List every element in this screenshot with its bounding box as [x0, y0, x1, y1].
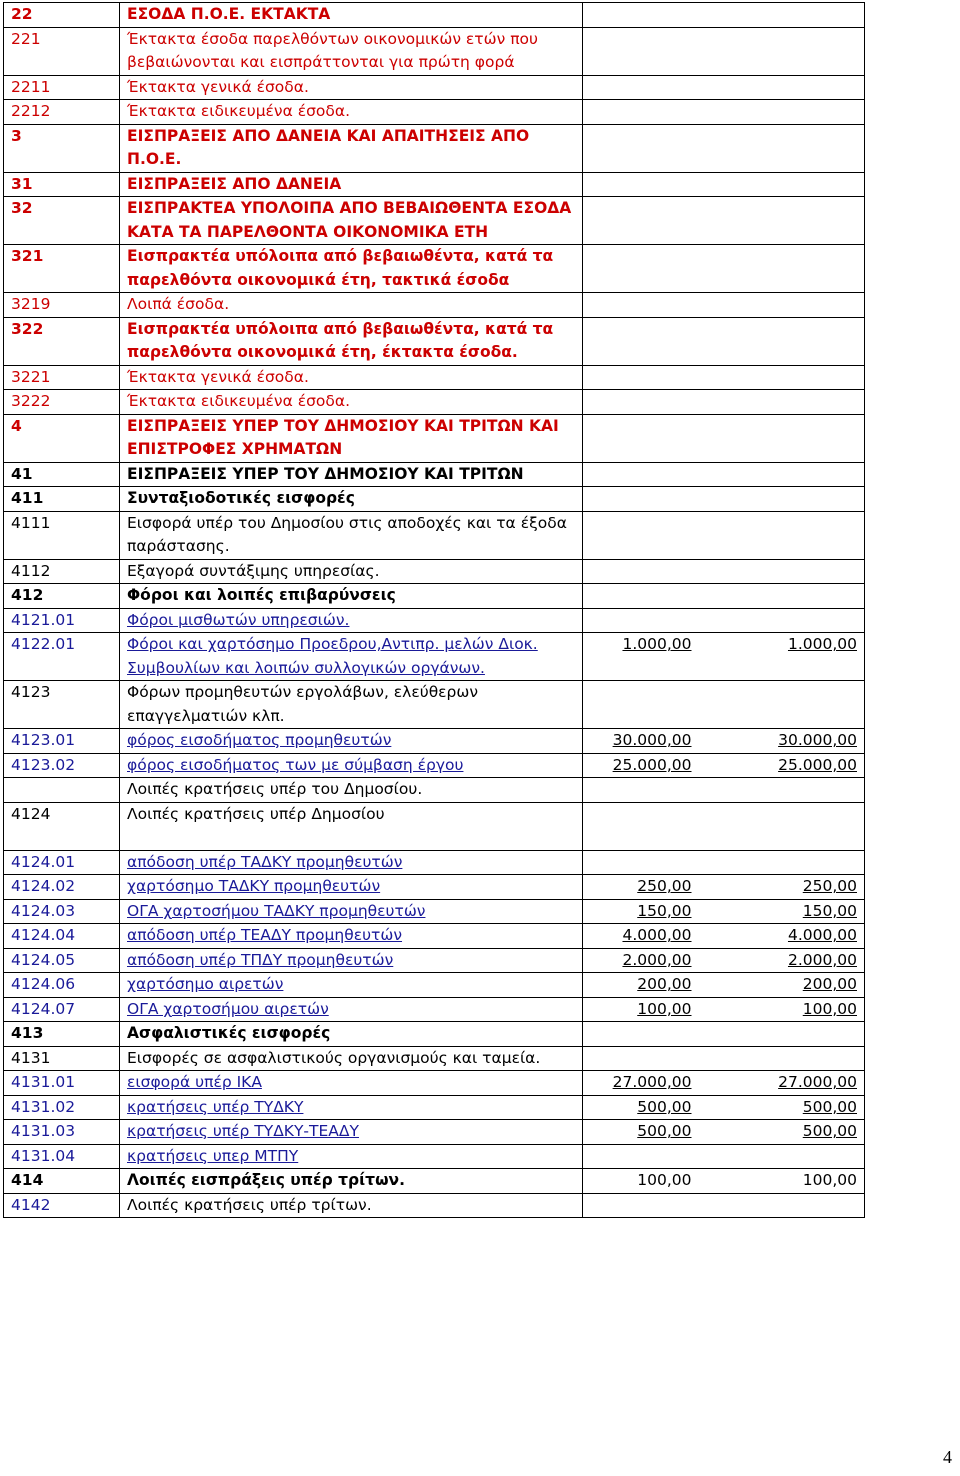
amount-b — [699, 875, 865, 900]
table-row — [4, 681, 865, 729]
table-row — [4, 1046, 865, 1071]
account-description-text: Έκτακτα ειδικευμένα έσοδα. — [127, 102, 351, 120]
account-description-text: Έκτακτα ειδικευμένα έσοδα. — [127, 392, 351, 410]
account-description-text: ΕΙΣΠΡΑΞΕΙΣ ΥΠΕΡ ΤΟΥ ΔΗΜΟΣΙΟΥ ΚΑΙ ΤΡΙΤΩΝ — [127, 464, 524, 483]
amount-b — [699, 1095, 865, 1120]
amount-a-value: 27.000,00 — [612, 1073, 692, 1091]
account-code: 4123.02 — [4, 753, 120, 778]
account-code: 4112 — [4, 559, 120, 584]
account-description-text: ΕΙΣΠΡΑΞΕΙΣ ΥΠΕΡ ΤΟΥ ΔΗΜΟΣΙΟΥ ΚΑΙ ΤΡΙΤΩΝ ΚΑΙ ΕΠΙΣΤΡΟΦΕΣ ΧΡΗΜΑΤΩΝ — [127, 416, 559, 458]
amount-b — [699, 850, 865, 875]
account-description-text: Λοιπές κρατήσεις υπέρ Δημοσίου — [127, 804, 385, 823]
amount-a — [583, 924, 699, 949]
account-code: 41 — [4, 462, 120, 487]
table-row — [4, 729, 865, 754]
account-description — [120, 245, 583, 293]
account-code: 412 — [4, 584, 120, 609]
amount-b-value: 200,00 — [802, 975, 857, 993]
account-description-text: Έκτακτα γενικά έσοδα. — [127, 367, 309, 386]
amount-a-value: 4.000,00 — [622, 926, 692, 944]
amount-a — [583, 850, 699, 875]
table-row — [4, 997, 865, 1022]
amount-a — [583, 3, 699, 28]
amount-a — [583, 390, 699, 415]
account-description-text: Φόροι και λοιπές επιβαρύνσεις — [127, 586, 396, 604]
account-code: 4123 — [4, 681, 120, 729]
account-description-text: απόδοση υπέρ ΤΑΔΚΥ προμηθευτών — [127, 852, 403, 871]
amount-a — [583, 584, 699, 609]
account-code: 413 — [4, 1022, 120, 1047]
account-description — [120, 414, 583, 462]
account-description — [120, 559, 583, 584]
amount-a-value: 25.000,00 — [612, 755, 692, 774]
account-description — [120, 197, 583, 245]
amount-b — [699, 293, 865, 318]
amount-b — [699, 1120, 865, 1145]
account-code: 4111 — [4, 511, 120, 559]
account-description-text: Φόροι και χαρτόσημο Προεδρου,Αντιπρ. μελών Διοκ. Συμβουλίων και λοιπών συλλογικών οργάνων. — [127, 635, 538, 677]
amount-a-value: 500,00 — [637, 1097, 692, 1116]
account-code: 4122.01 — [4, 633, 120, 681]
account-code: 3219 — [4, 293, 120, 318]
account-description-text: Φόρων προμηθευτών εργολάβων, ελεύθερων επαγγελματιών κλπ. — [127, 683, 479, 725]
account-code: 4124.02 — [4, 875, 120, 900]
amount-b — [699, 924, 865, 949]
account-code: 31 — [4, 172, 120, 197]
amount-a — [583, 365, 699, 390]
table-row — [4, 124, 865, 172]
account-code: 4124.01 — [4, 850, 120, 875]
account-description — [120, 1071, 583, 1096]
account-description — [120, 681, 583, 729]
amount-b — [699, 462, 865, 487]
account-description-text: Έκτακτα έσοδα παρελθόντων οικονομικών ετών που βεβαιώνονται και εισπράττονται για πρώτη φορά — [127, 29, 538, 71]
table-row — [4, 27, 865, 75]
amount-a — [583, 487, 699, 512]
amount-a — [583, 1169, 699, 1194]
account-description-text: κρατήσεις υπερ ΜΤΠΥ — [127, 1146, 299, 1165]
table-row — [4, 948, 865, 973]
account-description-text: Ασφαλιστικές εισφορές — [127, 1024, 331, 1042]
table-row — [4, 197, 865, 245]
account-description — [120, 729, 583, 754]
amount-a — [583, 1144, 699, 1169]
amount-b-value: 150,00 — [802, 901, 857, 920]
amount-b-value: 500,00 — [802, 1122, 857, 1140]
amount-a — [583, 75, 699, 100]
account-code: 4124.06 — [4, 973, 120, 998]
account-description — [120, 899, 583, 924]
account-description-text: Λοιπές κρατήσεις υπέρ του Δημοσίου. — [127, 780, 423, 798]
amount-b — [699, 633, 865, 681]
account-code: 3221 — [4, 365, 120, 390]
amount-b — [699, 973, 865, 998]
amount-b-value: 250,00 — [802, 877, 857, 895]
amount-b-value: 2.000,00 — [787, 950, 857, 969]
account-description — [120, 1046, 583, 1071]
account-code: 2211 — [4, 75, 120, 100]
account-code: 4121.01 — [4, 608, 120, 633]
amount-a-value: 250,00 — [637, 877, 692, 895]
amount-b — [699, 778, 865, 803]
account-description-text: Εισπρακτέα υπόλοιπα από βεβαιωθέντα, κατά τα παρελθόντα οικονομικά έτη, έκτακτα έσοδα. — [127, 319, 554, 361]
account-description-text: ΟΓΑ χαρτοσήμου ΤΑΔΚΥ προμηθευτών — [127, 901, 426, 920]
amount-a — [583, 633, 699, 681]
account-code: 3 — [4, 124, 120, 172]
account-code: 321 — [4, 245, 120, 293]
account-description-text: απόδοση υπέρ ΤΕΑΔΥ προμηθευτών — [127, 926, 403, 944]
account-description — [120, 802, 583, 850]
account-description-text: χαρτόσημο ΤΑΔΚΥ προμηθευτών — [127, 877, 381, 895]
account-description-text: φόρος εισοδήματος προμηθευτών — [127, 731, 392, 749]
amount-b — [699, 390, 865, 415]
amount-b — [699, 729, 865, 754]
amount-a — [583, 559, 699, 584]
account-description — [120, 948, 583, 973]
amount-a — [583, 172, 699, 197]
account-description — [120, 1022, 583, 1047]
table-row — [4, 924, 865, 949]
table-row — [4, 487, 865, 512]
account-code: 4124.04 — [4, 924, 120, 949]
amount-a-value: 150,00 — [637, 901, 692, 920]
account-description — [120, 124, 583, 172]
table-row — [4, 875, 865, 900]
account-description — [120, 997, 583, 1022]
amount-a-value: 2.000,00 — [622, 950, 692, 969]
amount-b — [699, 1046, 865, 1071]
amount-a — [583, 511, 699, 559]
table-row — [4, 1071, 865, 1096]
account-code: 4 — [4, 414, 120, 462]
table-row — [4, 973, 865, 998]
account-code: 4131 — [4, 1046, 120, 1071]
amount-a — [583, 1071, 699, 1096]
amount-a — [583, 293, 699, 318]
table-row — [4, 802, 865, 850]
table-row — [4, 245, 865, 293]
amount-b — [699, 487, 865, 512]
amount-a — [583, 245, 699, 293]
amount-b — [699, 124, 865, 172]
account-description-text: ΕΙΣΠΡΑΞΕΙΣ ΑΠΟ ΔΑΝΕΙΑ — [127, 174, 342, 193]
amount-b — [699, 899, 865, 924]
table-row — [4, 3, 865, 28]
account-description — [120, 633, 583, 681]
account-code: 4131.04 — [4, 1144, 120, 1169]
amount-b-value: 30.000,00 — [778, 731, 857, 749]
account-description-text: Εξαγορά συντάξιμης υπηρεσίας. — [127, 561, 380, 580]
account-code: 411 — [4, 487, 120, 512]
table-row — [4, 100, 865, 125]
amount-a — [583, 997, 699, 1022]
account-description-text: Λοιπές κρατήσεις υπέρ τρίτων. — [127, 1195, 372, 1214]
account-code: 22 — [4, 3, 120, 28]
amount-a — [583, 1022, 699, 1047]
account-description — [120, 293, 583, 318]
amount-a-value: 100,00 — [637, 1171, 692, 1189]
account-description — [120, 365, 583, 390]
amount-b-value: 27.000,00 — [778, 1073, 857, 1091]
amount-b — [699, 1071, 865, 1096]
amount-a — [583, 27, 699, 75]
table-row — [4, 317, 865, 365]
account-code: 221 — [4, 27, 120, 75]
account-description — [120, 75, 583, 100]
amount-b — [699, 365, 865, 390]
table-row — [4, 1169, 865, 1194]
budget-table — [3, 2, 865, 1218]
account-code: 4124.07 — [4, 997, 120, 1022]
amount-a — [583, 1046, 699, 1071]
amount-b-value: 100,00 — [802, 1171, 857, 1189]
amount-b — [699, 197, 865, 245]
account-description — [120, 1144, 583, 1169]
account-code: 32 — [4, 197, 120, 245]
amount-a-value: 1.000,00 — [622, 635, 692, 653]
table-row — [4, 365, 865, 390]
account-code: 2212 — [4, 100, 120, 125]
account-description-text: Φόροι μισθωτών υπηρεσιών. — [127, 610, 350, 629]
amount-a — [583, 753, 699, 778]
table-row — [4, 293, 865, 318]
account-description — [120, 875, 583, 900]
table-row — [4, 511, 865, 559]
account-description — [120, 172, 583, 197]
amount-b — [699, 414, 865, 462]
amount-a — [583, 729, 699, 754]
amount-b — [699, 3, 865, 28]
account-description-text: Συνταξιοδοτικές εισφορές — [127, 489, 355, 507]
account-description-text: ΕΙΣΠΡΑΞΕΙΣ ΑΠΟ ΔΑΝΕΙΑ ΚΑΙ ΑΠΑΙΤΗΣΕΙΣ ΑΠΟ Π.Ο.Ε. — [127, 126, 530, 168]
account-description — [120, 973, 583, 998]
amount-b-value: 500,00 — [802, 1097, 857, 1116]
table-row — [4, 414, 865, 462]
amount-a — [583, 414, 699, 462]
account-description — [120, 27, 583, 75]
account-description-text: απόδοση υπέρ ΤΠΔΥ προμηθευτών — [127, 950, 394, 969]
account-description — [120, 753, 583, 778]
amount-a — [583, 899, 699, 924]
account-code — [4, 778, 120, 803]
account-description-text: ΕΣΟΔΑ Π.Ο.Ε. ΕΚΤΑΚΤΑ — [127, 5, 331, 23]
account-description-text: χαρτόσημο αιρετών — [127, 975, 284, 993]
amount-b — [699, 948, 865, 973]
amount-a-value: 30.000,00 — [612, 731, 692, 749]
amount-b — [699, 75, 865, 100]
amount-b-value: 25.000,00 — [778, 755, 857, 774]
account-code: 4142 — [4, 1193, 120, 1218]
amount-b — [699, 1022, 865, 1047]
account-description-text: φόρος εισοδήματος των με σύμβαση έργου — [127, 755, 464, 774]
account-description-text: ΕΙΣΠΡΑΚΤΕΑ ΥΠΟΛΟΙΠΑ ΑΠΟ ΒΕΒΑΙΩΘΕΝΤΑ ΕΣΟΔΑ ΚΑΤΑ ΤΑ ΠΑΡΕΛΘΟΝΤΑ ΟΙΚΟΝΟΜΙΚΑ ΕΤΗ — [127, 199, 572, 241]
amount-a — [583, 681, 699, 729]
amount-a-value: 500,00 — [637, 1122, 692, 1140]
amount-b — [699, 584, 865, 609]
account-description — [120, 1193, 583, 1218]
account-description-text: κρατήσεις υπέρ ΤΥΔΚΥ — [127, 1097, 304, 1116]
table-row — [4, 559, 865, 584]
account-description — [120, 778, 583, 803]
account-description-text: Λοιπές εισπράξεις υπέρ τρίτων. — [127, 1171, 405, 1189]
table-row — [4, 850, 865, 875]
amount-a — [583, 1120, 699, 1145]
amount-a — [583, 948, 699, 973]
account-description — [120, 317, 583, 365]
account-code: 414 — [4, 1169, 120, 1194]
account-description — [120, 924, 583, 949]
account-description-text: Εισπρακτέα υπόλοιπα από βεβαιωθέντα, κατά τα παρελθόντα οικονομικά έτη, τακτικά έσοδα — [127, 247, 554, 289]
account-description — [120, 1169, 583, 1194]
account-description-text: Λοιπά έσοδα. — [127, 295, 230, 313]
account-code: 4131.01 — [4, 1071, 120, 1096]
account-code: 4131.03 — [4, 1120, 120, 1145]
table-row — [4, 1144, 865, 1169]
account-code: 4124.03 — [4, 899, 120, 924]
account-description — [120, 487, 583, 512]
account-description-text: Εισφορά υπέρ του Δημοσίου στις αποδοχές και τα έξοδα παράστασης. — [127, 513, 567, 555]
amount-b — [699, 802, 865, 850]
account-description-text: Έκτακτα γενικά έσοδα. — [127, 77, 309, 96]
amount-a — [583, 802, 699, 850]
amount-b — [699, 27, 865, 75]
table-row — [4, 778, 865, 803]
amount-a — [583, 608, 699, 633]
account-description-text: Εισφορές σε ασφαλιστικούς οργανισμούς και ταμεία. — [127, 1048, 541, 1067]
account-description-text: ΟΓΑ χαρτοσήμου αιρετών — [127, 999, 329, 1018]
amount-b — [699, 753, 865, 778]
amount-a — [583, 462, 699, 487]
amount-a — [583, 317, 699, 365]
table-row — [4, 172, 865, 197]
account-code: 322 — [4, 317, 120, 365]
budget-rows — [4, 3, 865, 1218]
account-description — [120, 1120, 583, 1145]
page-number: 4 — [943, 1447, 952, 1467]
amount-b — [699, 608, 865, 633]
amount-a — [583, 778, 699, 803]
table-row — [4, 899, 865, 924]
account-code: 4124 — [4, 802, 120, 850]
amount-b — [699, 1193, 865, 1218]
account-code: 3222 — [4, 390, 120, 415]
account-description — [120, 1095, 583, 1120]
account-description — [120, 3, 583, 28]
account-description — [120, 390, 583, 415]
amount-a-value: 100,00 — [637, 999, 692, 1018]
table-row — [4, 390, 865, 415]
account-description-text: εισφορά υπέρ ΙΚΑ — [127, 1073, 262, 1091]
table-row — [4, 584, 865, 609]
amount-a — [583, 1095, 699, 1120]
amount-b-value: 4.000,00 — [787, 926, 857, 944]
table-row — [4, 753, 865, 778]
table-row — [4, 1120, 865, 1145]
account-code: 4124.05 — [4, 948, 120, 973]
account-description-text: κρατήσεις υπέρ ΤΥΔΚΥ-ΤΕΑΔΥ — [127, 1122, 359, 1140]
amount-b — [699, 1144, 865, 1169]
amount-a — [583, 197, 699, 245]
amount-b — [699, 997, 865, 1022]
amount-a — [583, 100, 699, 125]
amount-b-value: 1.000,00 — [787, 635, 857, 653]
account-description — [120, 511, 583, 559]
amount-b — [699, 511, 865, 559]
account-description — [120, 100, 583, 125]
amount-b — [699, 681, 865, 729]
amount-a — [583, 124, 699, 172]
amount-a — [583, 1193, 699, 1218]
account-code: 4123.01 — [4, 729, 120, 754]
amount-a — [583, 875, 699, 900]
table-row — [4, 608, 865, 633]
amount-a — [583, 973, 699, 998]
amount-b — [699, 245, 865, 293]
account-description — [120, 608, 583, 633]
table-row — [4, 1193, 865, 1218]
amount-b — [699, 100, 865, 125]
account-description — [120, 584, 583, 609]
amount-b — [699, 559, 865, 584]
amount-b — [699, 1169, 865, 1194]
table-row — [4, 1095, 865, 1120]
amount-b-value: 100,00 — [802, 999, 857, 1018]
table-row — [4, 75, 865, 100]
account-description — [120, 462, 583, 487]
amount-a-value: 200,00 — [637, 975, 692, 993]
table-row — [4, 1022, 865, 1047]
table-row — [4, 633, 865, 681]
account-description — [120, 850, 583, 875]
table-row — [4, 462, 865, 487]
amount-b — [699, 317, 865, 365]
amount-b — [699, 172, 865, 197]
account-code: 4131.02 — [4, 1095, 120, 1120]
